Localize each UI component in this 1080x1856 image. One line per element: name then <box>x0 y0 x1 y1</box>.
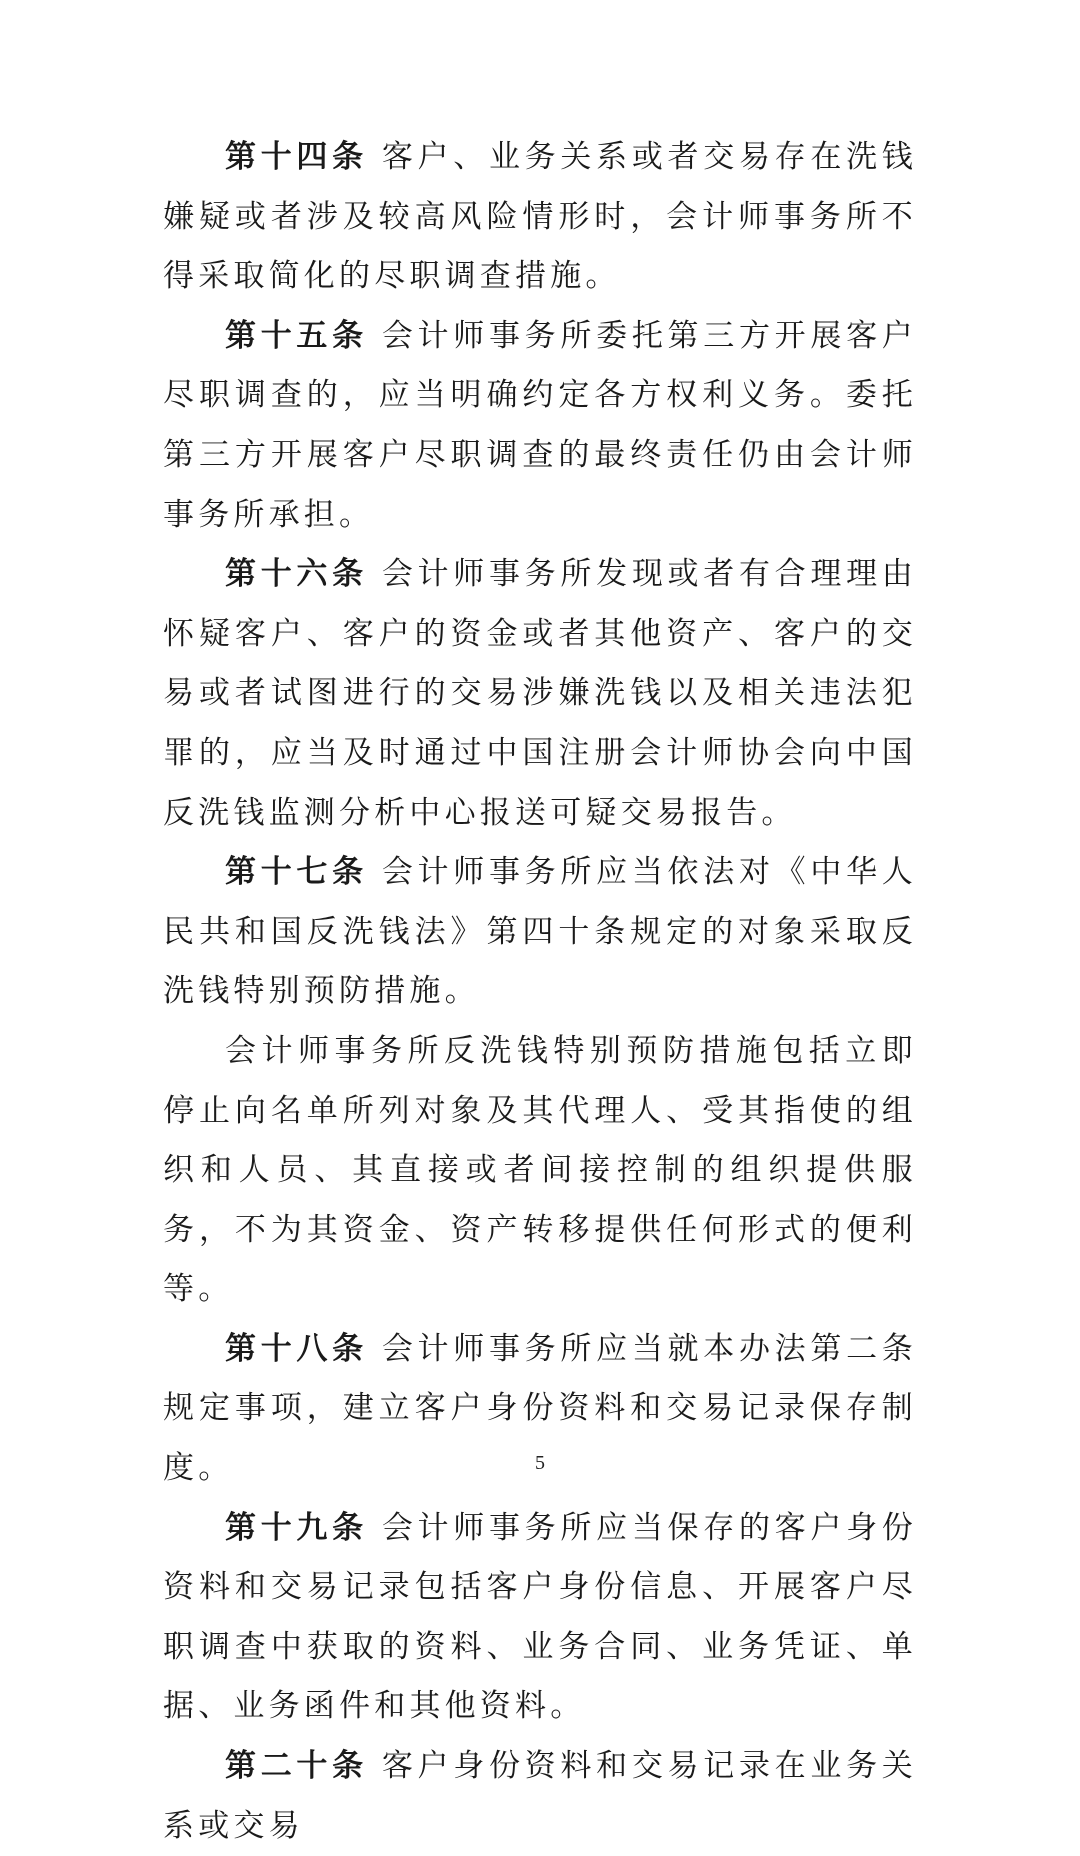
article-19-text: 会计师事务所应当保存的客户身份资料和交易记录包括客户身份信息、开展客户尽职调查中获取的资料、业务合同、业务凭证、单据、业务函件和其他资料。 <box>163 1509 917 1725</box>
article-19 <box>163 1499 917 1737</box>
article-14 <box>163 128 917 307</box>
article-16 <box>163 545 917 843</box>
article-18-heading: 第十八条 <box>225 1330 368 1367</box>
article-17-heading: 第十七条 <box>225 854 368 891</box>
article-19-heading: 第十九条 <box>225 1509 368 1546</box>
article-15-heading: 第十五条 <box>225 317 368 354</box>
article-18-text: 会计师事务所应当就本办法第二条规定事项，建立客户身份资料和交易记录保存制度。 <box>163 1330 917 1487</box>
document-body <box>163 128 917 1856</box>
article-15 <box>163 307 917 545</box>
article-14-text: 客户、业务关系或者交易存在洗钱嫌疑或者涉及较高风险情形时，会计师事务所不得采取简化的尽职调查措施。 <box>163 139 917 295</box>
article-17-text: 会计师事务所应当依法对《中华人民共和国反洗钱法》第四十条规定的对象采取反洗钱特别预防措施。 <box>163 854 917 1010</box>
article-16-heading: 第十六条 <box>225 556 368 593</box>
article-14-heading: 第十四条 <box>225 139 368 175</box>
article-15-text: 会计师事务所委托第三方开展客户尽职调查的，应当明确约定各方权利义务。委托第三方开展客户尽职调查的最终责任仍由会计师事务所承担。 <box>163 317 917 533</box>
article-17-clause-2-text: 会计师事务所反洗钱特别预防措施包括立即停止向名单所列对象及其代理人、受其指使的组织和人员、其直接或者间接控制的组织提供服务，不为其资金、资产转移提供任何形式的便利等。 <box>163 1032 917 1308</box>
article-20 <box>163 1737 917 1856</box>
page-number: 5 <box>535 1452 545 1474</box>
article-20-heading: 第二十条 <box>225 1748 368 1785</box>
article-17-clause-2 <box>163 1022 917 1320</box>
article-20-text: 客户身份资料和交易记录在业务关系或交易 <box>163 1748 917 1844</box>
article-16-text: 会计师事务所发现或者有合理理由怀疑客户、客户的资金或者其他资产、客户的交易或者试图进行的交易涉嫌洗钱以及相关违法犯罪的，应当及时通过中国注册会计师协会向中国反洗钱监测分析中心报送可疑交易报告。 <box>163 556 917 831</box>
article-17 <box>163 843 917 1022</box>
